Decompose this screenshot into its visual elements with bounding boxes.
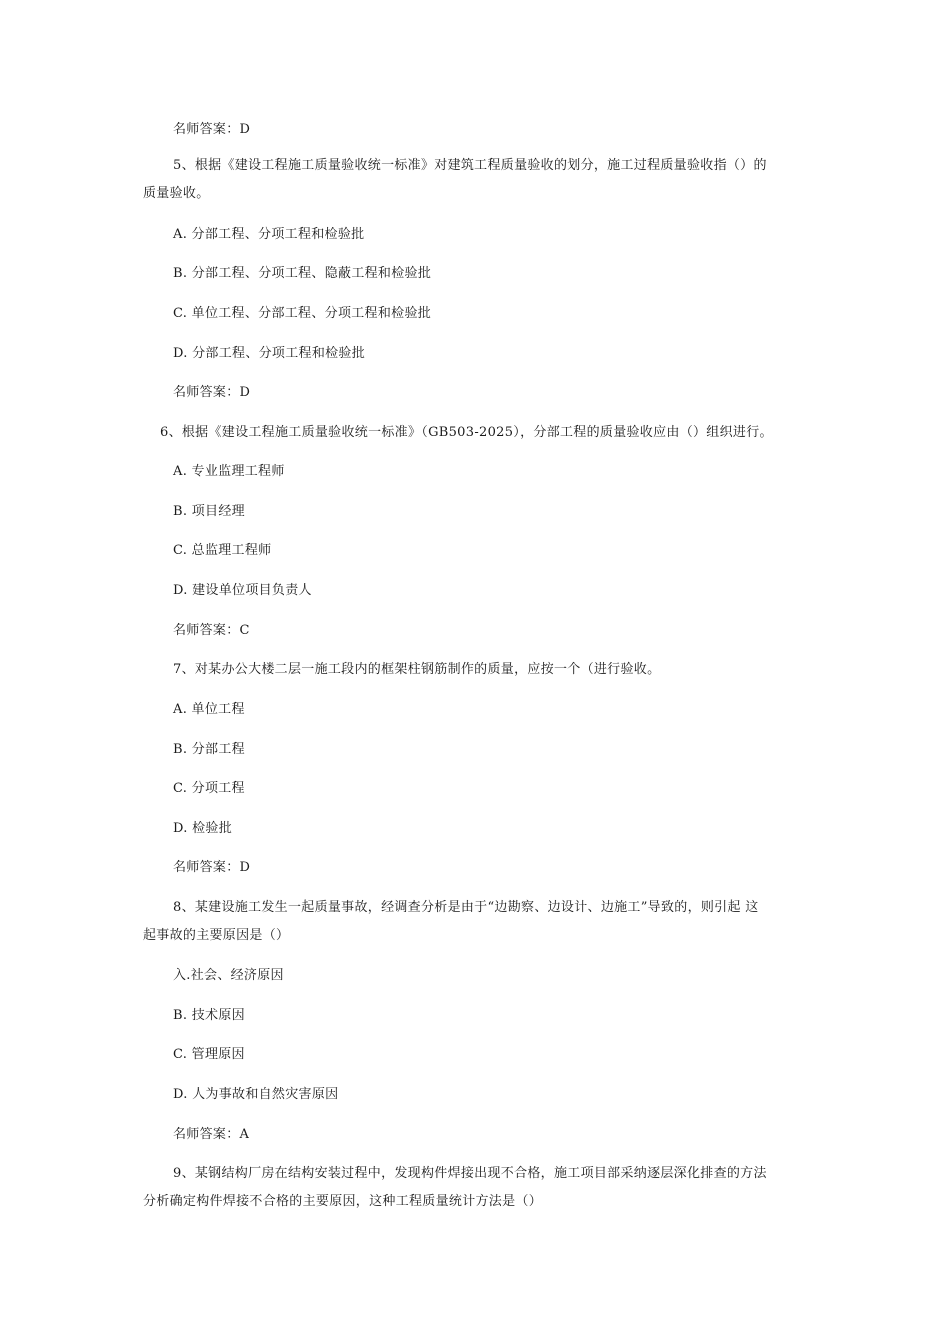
answer-line: 名师答案：D <box>173 122 251 137</box>
answer-line: 名师答案：D <box>173 860 251 875</box>
question-5-line-1: 5、根据《建设工程施工质量验收统一标准》对建筑工程质量验收的划分，施工过程质量验收指（）的 <box>173 158 767 173</box>
option-line: B. 项目经理 <box>173 504 245 519</box>
option-line: D. 建设单位项目负责人 <box>173 583 312 598</box>
answer-line: 名师答案：C <box>173 623 250 638</box>
option-line: D. 分部工程、分项工程和检验批 <box>173 346 366 361</box>
option-line: C. 单位工程、分部工程、分项工程和检验批 <box>173 306 432 321</box>
option-line: C. 管理原因 <box>173 1047 245 1062</box>
option-line: C. 分项工程 <box>173 781 245 796</box>
option-line: A. 专业监理工程师 <box>173 464 285 479</box>
option-line: D. 人为事故和自然灾害原因 <box>173 1087 339 1102</box>
question-9-line-2: 分析确定构件焊接不合格的主要原因，这种工程质量统计方法是（） <box>143 1194 543 1209</box>
option-line: A. 分部工程、分项工程和检验批 <box>173 227 365 242</box>
question-6-line-1: 6、根据《建设工程施工质量验收统一标准》（GB503-2025），分部工程的质量验收应由（）组织进行。 <box>160 425 773 440</box>
option-line: B. 技术原因 <box>173 1008 245 1023</box>
question-7-line-1: 7、对某办公大楼二层一施工段内的框架柱钢筋制作的质量，应按一个（进行验收。 <box>173 662 661 677</box>
answer-line: 名师答案：D <box>173 385 251 400</box>
question-9-line-1: 9、某钢结构厂房在结构安装过程中，发现构件焊接出现不合格，施工项目部采纳逐层深化排查的方法 <box>173 1166 767 1181</box>
option-line: B. 分部工程、分项工程、隐蔽工程和检验批 <box>173 266 432 281</box>
option-line: B. 分部工程 <box>173 742 245 757</box>
question-8-line-1: 8、某建设施工发生一起质量事故，经调查分析是由于“边勘察、边设计、边施工”导致的，则引起 这 <box>173 900 759 915</box>
option-line: A. 单位工程 <box>173 702 245 717</box>
answer-line: 名师答案：A <box>173 1127 250 1142</box>
option-line: C. 总监理工程师 <box>173 543 272 558</box>
option-line: 入.社会、经济原因 <box>173 968 284 983</box>
question-8-line-2: 起事故的主要原因是（） <box>143 928 290 943</box>
option-line: D. 检验批 <box>173 821 233 836</box>
question-5-line-2: 质量验收。 <box>143 186 210 201</box>
